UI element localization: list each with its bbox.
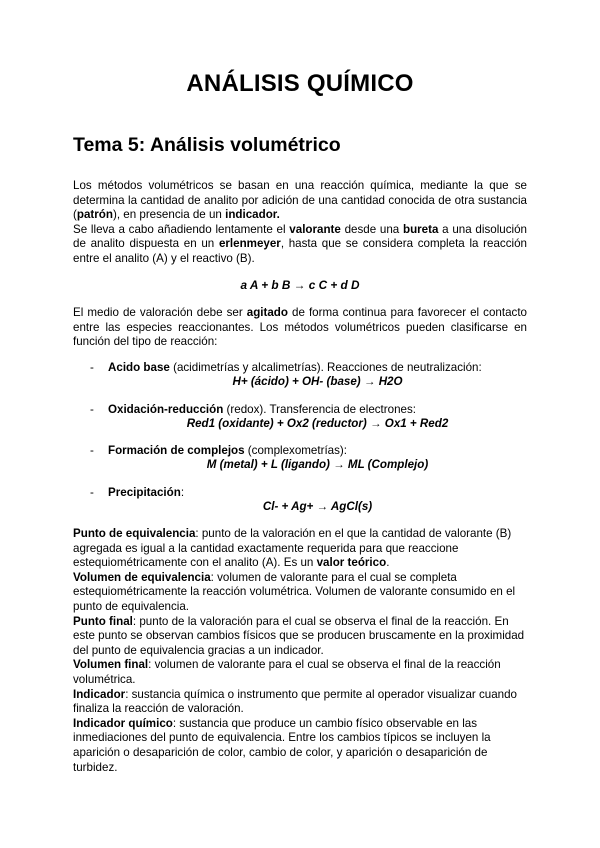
definition-text: : volumen de valorante para el cual se completa estequiométricamente la reacción volumétrica. Volumen de valorante consumido en el punto de equivalencia. (73, 570, 516, 613)
reaction-type-name: Precipitación (108, 486, 181, 499)
reaction-type-title (108, 403, 416, 418)
document-title: ANÁLISIS QUÍMICO (186, 70, 414, 97)
reaction-type-title (108, 361, 482, 376)
intro-text-6: , hasta que se considera completa la reacción entre el analito (A) y el reactivo (B). (73, 237, 527, 265)
list-bullet: - (90, 361, 94, 374)
term-patron: patrón (76, 208, 113, 222)
definition-volumen-equivalencia (73, 571, 529, 615)
definition-term: Volumen de equivalencia (73, 570, 211, 584)
intro-text-1: Los métodos volumétricos se basan en una reacción química, mediante la que se determina la cantidad de analito por adición de una cantidad conocida de otra sustancia ( (73, 179, 527, 222)
definition-volumen-final (73, 658, 529, 687)
definition-text: : sustancia que produce un cambio físico observable en las inmediaciones del punto de equivalencia. Entre los cambios típicos se incluyen la aparición o desaparición de color, cambio de color, y aparición o desaparición de turbidez. (73, 716, 491, 774)
definition-indicador (73, 688, 529, 717)
medium-paragraph (73, 306, 527, 350)
reaction-equation: H+ (ácido) + OH- (base) → H2O (232, 375, 403, 388)
reaction-type-title (108, 444, 347, 459)
intro-paragraph (73, 179, 527, 267)
reaction-type-title (108, 486, 184, 501)
list-bullet: - (90, 444, 94, 457)
general-equation: a A + b B → c C + d D (240, 278, 360, 292)
reaction-type-name: Oxidación-reducción (108, 403, 224, 416)
term-bureta: bureta (403, 222, 439, 236)
definition-term: Indicador químico (73, 716, 173, 730)
reaction-type-name: Formación de complejos (108, 444, 245, 457)
definition-indicador-quimico (73, 717, 529, 775)
definition-text: : volumen de valorante para el cual se observa el final de la reacción volumétrica. (73, 658, 501, 686)
term-erlenmeyer: erlenmeyer (218, 237, 281, 251)
medium-text-2: de forma continua para favorecer el contacto entre las especies reaccionantes. Los métodos volumétricos pueden clasificarse en función del tipo de reacción: (73, 306, 527, 349)
intro-text-2: ), en presencia de un (112, 208, 226, 222)
definition-punto-equivalencia (73, 527, 529, 571)
reaction-type-detail: (acidimetrías y alcalimetrías). Reacciones de neutralización: (169, 361, 482, 374)
list-bullet: - (90, 403, 94, 416)
definition-text: : punto de la valoración para el cual se observa el final de la reacción. En este punto se observan cambios físicos que se producen bruscamente en la proximidad del punto de equivalencia gracias a un indicador. (73, 614, 525, 657)
term-agitado: agitado (246, 306, 288, 319)
definition-term: Punto final (73, 614, 133, 628)
definition-term: Punto de equivalencia (73, 527, 196, 540)
term-valorante: valorante (289, 222, 341, 236)
reaction-type-detail: (complexometrías): (244, 444, 348, 457)
term-valor-teorico: valor teórico (316, 556, 387, 570)
definition-term: Indicador (73, 687, 126, 701)
intro-text-3: Se lleva a cabo añadiendo lentamente el (73, 222, 290, 236)
reaction-equation: Red1 (oxidante) + Ox2 (reductor) → Ox1 + Red2 (186, 417, 449, 430)
definition-punto-final (73, 615, 529, 659)
topic-heading: Tema 5: Análisis volumétrico (73, 134, 341, 156)
medium-text-1: El medio de valoración debe ser (73, 306, 247, 319)
definition-text: . (386, 556, 390, 570)
definition-text: : punto de la valoración en el que la cantidad de valorante (B) agregada es igual a la cantidad exactamente requerida para que reaccione estequiométricamente con el analito (A). Es un (73, 527, 512, 570)
reaction-equation: Cl- + Ag+ → AgCl(s) (262, 500, 373, 513)
intro-text-4: desde una (340, 222, 403, 236)
reaction-type-name: Acido base (108, 361, 170, 374)
list-bullet: - (90, 486, 94, 499)
reaction-equation: M (metal) + L (ligando) → ML (Complejo) (206, 458, 429, 471)
reaction-type-detail: : (180, 486, 185, 499)
definition-term: Volumen final (73, 658, 149, 672)
term-indicador: indicador. (225, 208, 280, 222)
intro-text-5: a una disolución de analito dispuesta en un (73, 222, 527, 251)
definition-text: : sustancia química o instrumento que permite al operador visualizar cuando finaliza la reacción de valoración. (73, 687, 518, 716)
reaction-type-detail: (redox). Transferencia de electrones: (223, 403, 417, 416)
definitions-list (73, 527, 529, 775)
